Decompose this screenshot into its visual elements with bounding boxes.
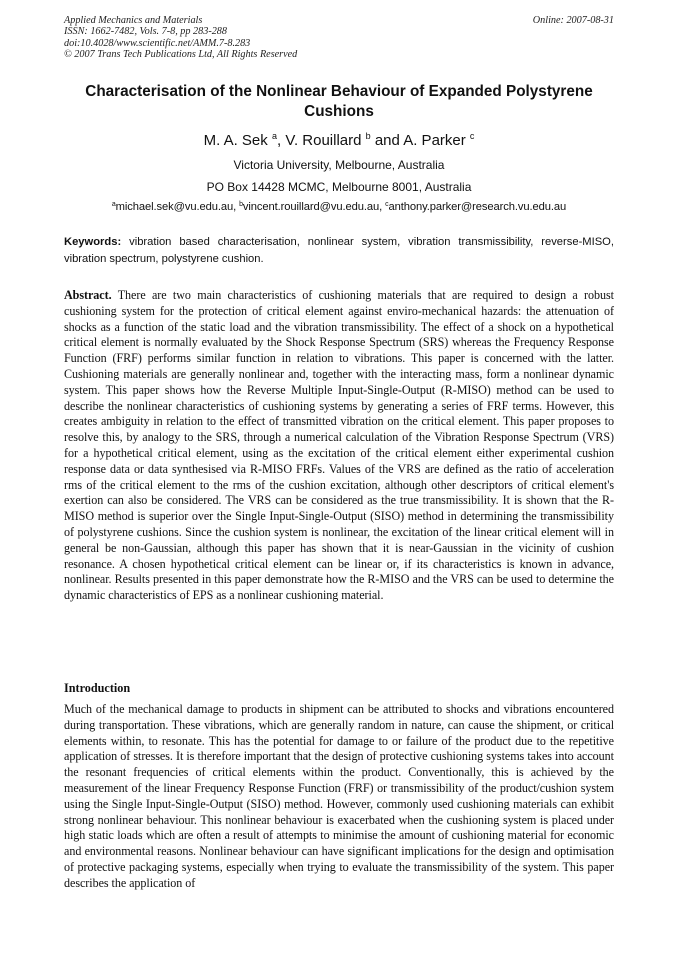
online-date: Online: 2007-08-31: [532, 15, 614, 26]
keywords-text: vibration based characterisation, nonlinear system, vibration transmissibility, reverse-MISO, vibration spectrum, polystyrene cushion.: [64, 236, 614, 265]
affiliation-institution: Victoria University, Melbourne, Australia: [233, 158, 445, 172]
author-name: V. Rouillard: [285, 132, 362, 149]
author-separator: and: [370, 132, 404, 149]
abstract-text: There are two main characteristics of cushioning materials that are required to design a robust cushioning system for the protection of critical element against enviro-mechanical hazards: the attenuation of shocks as a function of the static load and the vibration transmissibility. The effect of a shock on a hypothetical critical element is normally evaluated by the Shock Response Spectrum (SRS) whereas the Frequency Response Function (FRF) performs similar function in relation to vibrations. This paper is concerned with the latter. Cushioning materials are generally nonlinear and, together with the interacting mass, form a nonlinear dynamic system. This paper shows how the Reverse Multiple Input-Single-Output (R-MISO) method can be used to describe the nonlinear characteristics of cushioning systems by generating a series of FRF terms. However, this creates ambiguity in relation to the effect of transmitted vibration on the critical element. This paper proposes to resolve this, by analogy to the SRS, through a numerical calculation of the Vibration Response Spectrum (VRS) for a hypothetical critical element, using as the excitation of the critical element either experimental cushion response data or data synthesised via R-MISO FRFs. Values of the VRS are defined as the ratio of acceleration rms of the critical element to the rms of the cushion excitation, although other descriptors of critical element's exertion can also be considered. The VRS can be considered as the true transmissibility. It is shown that the R-MISO method is superior over the Single Input-Single-Output (SISO) method in determining the transmissibility of polystyrene cushions. Since the cushion system is nonlinear, the excitation of the linear critical element will in general be non-Gaussian, although this paper has shown that it is near-Gaussian in the vicinity of cushion resonance. A chosen hypothetical critical element can be linear or, if its characteristics is known in advance, nonlinear. Results presented in this paper demonstrate how the R-MISO and the VRS can be used to determine the dynamic characteristics of EPS as a nonlinear cushioning material.: [64, 288, 614, 603]
introduction-text: Much of the mechanical damage to products in shipment can be attributed to shocks and vibrations encountered during transportation. These vibrations, which are generally random in nature, can cause the shipment, or critical elements within, to resonate. This has the potential for damage to or failure of the product due to the repetitive application of stresses. It is therefore important that the design of protective cushioning systems takes into account the resonant frequencies of critical elements within the product. Conventionally, this is achieved by the measurement of the linear Frequency Response Function (FRF) or transmissibility of the product/cushion system using the Single Input-Single-Output (SISO) method. However, commonly used cushioning materials can exhibit strong nonlinear behaviour. This nonlinear behaviour is exacerbated when the cushioning system is placed under high static loads which are often a result of attempts to minimise the amount of cushioning material for economic and environmental reasons. Nonlinear behaviour can have significant implications for the design and optimisation of protective packaging systems, especially when trying to evaluate the transmissibility of the system. This paper describes the application of: [64, 702, 614, 890]
email-mark: c: [385, 201, 389, 208]
abstract-section: [64, 288, 614, 604]
author-emails: [64, 201, 614, 213]
journal-name: Applied Mechanics and Materials: [64, 15, 203, 26]
email-address: anthony.parker@research.vu.edu.au: [388, 201, 567, 213]
keywords-section: [64, 234, 614, 267]
author-affiliation-mark: a: [271, 131, 277, 141]
keywords-label: Keywords:: [64, 236, 122, 248]
email-mark: a: [111, 201, 116, 208]
copyright-line: © 2007 Trans Tech Publications Ltd, All Rights Reserved: [64, 48, 298, 60]
doi-line: doi:10.4028/www.scientific.net/AMM.7-8.283: [64, 37, 251, 49]
author-affiliation-mark: b: [365, 131, 371, 141]
introduction-heading: Introduction: [64, 681, 131, 695]
author-name: M. A. Sek: [203, 132, 268, 149]
author-name: A. Parker: [403, 132, 466, 149]
email-address: michael.sek@vu.edu.au,: [115, 201, 240, 213]
paper-title: Characterisation of the Nonlinear Behaviour of Expanded Polystyrene Cushions: [85, 83, 593, 120]
email-mark: b: [239, 201, 243, 208]
author-separator: ,: [276, 132, 286, 149]
affiliation-address: PO Box 14428 MCMC, Melbourne 8001, Australia: [206, 180, 472, 194]
author-affiliation-mark: c: [469, 131, 475, 141]
abstract-label: Abstract.: [64, 288, 112, 302]
issn-line: ISSN: 1662-7482, Vols. 7-8, pp 283-288: [64, 26, 227, 38]
author-list: [64, 132, 614, 149]
journal-header: [64, 15, 614, 60]
email-address: vincent.rouillard@vu.edu.au,: [242, 201, 386, 213]
